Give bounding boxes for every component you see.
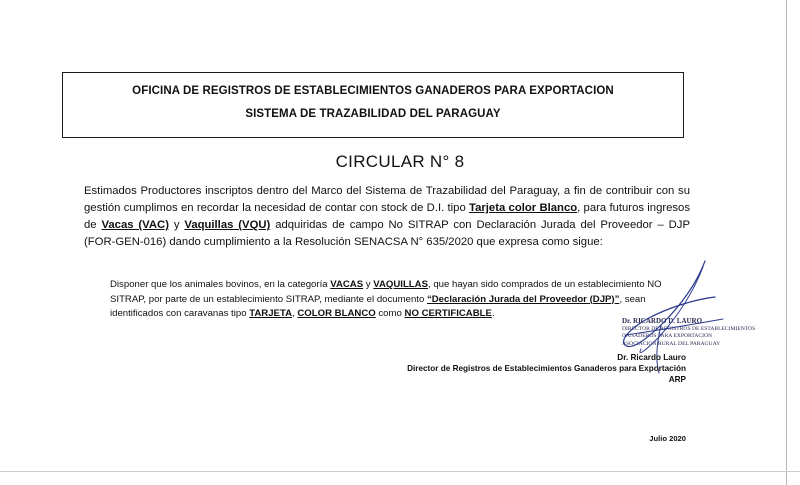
header-box <box>62 72 684 138</box>
signer-name: Dr. Ricardo Lauro <box>617 353 686 362</box>
quote-tarjeta: TARJETA <box>249 308 293 319</box>
intro-vacas: Vacas (VAC) <box>101 219 169 231</box>
intro-text-4: adquiridas de campo No SITRAP con Declaración Jurada del Proveedor – DJP (FOR-GEN-016) dando cumplimiento a la Resolución SENACSA N° 635/2020 que expresa como sigue: <box>84 219 690 248</box>
page-edge-bottom <box>0 471 800 472</box>
stamp-line-2: GANADEROS PARA EXPORTACION <box>622 333 713 339</box>
stamp-line-3: ASOCIACION RURAL DEL PARAGUAY <box>622 340 721 347</box>
circular-title: CIRCULAR N° 8 <box>335 152 465 171</box>
quote-text-4: , sean identificados con caravanas tipo <box>110 293 646 319</box>
quote-vacas: VACAS <box>330 279 364 290</box>
header-system-title: SISTEMA DE TRAZABILIDAD DEL PARAGUAY <box>245 108 501 120</box>
header-office-title: OFICINA DE REGISTROS DE ESTABLECIMIENTOS GANADEROS PARA EXPORTACION <box>132 85 614 97</box>
intro-paragraph <box>84 183 690 251</box>
intro-vaquillas: Vaquillas (VQU) <box>184 219 271 231</box>
quote-text-7: . <box>491 308 495 319</box>
quote-nocert: NO CERTIFICABLE <box>404 308 492 319</box>
quote-text-6: como <box>375 308 405 319</box>
page-edge-right <box>786 0 787 485</box>
stamp-line-1: DIRECTOR DE REGISTROS DE ESTABLECIMIENTOS <box>622 325 756 332</box>
document-date: Julio 2020 <box>649 434 686 443</box>
quote-vaquillas: VAQUILLAS <box>373 279 428 290</box>
quote-text-1: Disponer que los animales bovinos, en la categoría <box>110 279 331 290</box>
intro-text-1: Estimados Productores inscriptos dentro del Marco del Sistema de Trazabilidad del Paraguay, a fin de contribuir con su gestión cumplimos en recordar la necesidad de contar con stock de D.I. tipo <box>84 185 690 214</box>
quote-text-2: y <box>363 279 374 290</box>
signer-role: Director de Registros de Establecimientos Ganaderos para Exportación <box>407 364 686 373</box>
intro-text-2: , para futuros ingresos de <box>84 202 690 231</box>
intro-text-3: y <box>168 219 185 231</box>
stamp-name: Dr. RICARDO D. LAURO <box>622 317 703 325</box>
quote-color: COLOR BLANCO <box>297 308 376 319</box>
quote-text-5: , <box>292 308 298 319</box>
signer-org: ARP <box>668 375 686 384</box>
quote-text-3: , que hayan sido comprados de un establecimiento NO SITRAP, por parte de un establecimiento SITRAP, mediante el documento <box>110 279 662 305</box>
intro-tarjeta: Tarjeta color Blanco <box>469 202 578 214</box>
quote-djp: “Declaración Jurada del Proveedor (DJP)” <box>426 293 620 305</box>
